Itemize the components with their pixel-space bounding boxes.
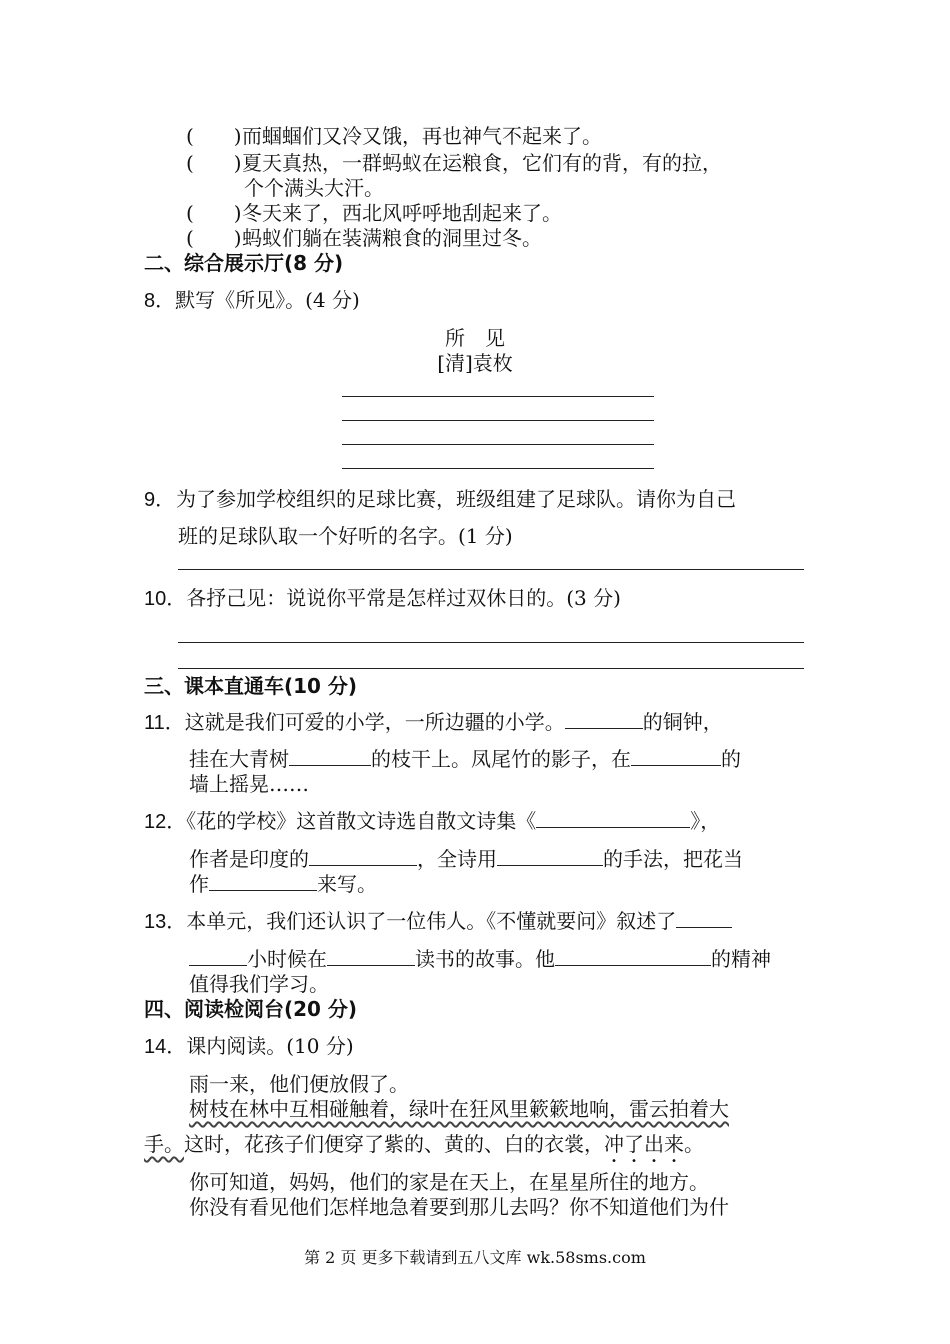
q7-item-4 xyxy=(186,225,542,251)
poem-author: [清]袁枚 xyxy=(437,351,513,375)
question-9 xyxy=(144,486,736,513)
question-8 xyxy=(144,287,360,314)
question-number: 11． xyxy=(144,712,185,734)
question-text: 各抒己见：说说你平常是怎样过双休日的。(3 分) xyxy=(186,586,621,610)
question-number: 13． xyxy=(144,911,187,933)
question-text: 这就是我们可爱的小学，一所边疆的小学。 xyxy=(184,710,565,734)
question-number: 10． xyxy=(144,588,187,610)
page-footer: 第 2 页 更多下载请到五八文库 wk.58sms.com xyxy=(304,1248,646,1267)
fill-blank[interactable] xyxy=(209,872,317,891)
passage-para-2: 树枝在林中互相碰触着，绿叶在狂风里簌簌地响，雷云拍着大 xyxy=(189,1097,729,1121)
question-text: 课内阅读。(10 分) xyxy=(186,1034,354,1058)
poem-title: 所 见 xyxy=(445,326,505,350)
fill-blank[interactable] xyxy=(497,847,603,866)
passage-para-2-cont xyxy=(144,1131,704,1167)
question-12-line2 xyxy=(189,846,743,872)
passage-text: 。 xyxy=(684,1132,704,1156)
fill-blank[interactable] xyxy=(289,747,371,766)
question-13 xyxy=(144,908,732,935)
fill-blank[interactable] xyxy=(631,747,721,766)
q7-item-2-cont: 个个满头大汗。 xyxy=(244,176,384,200)
section-2-title: 二、综合展示厅(8 分) xyxy=(144,251,344,275)
question-text: 默写《所见》。(4 分) xyxy=(175,288,360,312)
passage-underlined: 手。 xyxy=(144,1132,184,1156)
question-text: ，全诗用 xyxy=(417,847,497,871)
question-text: 作者是印度的 xyxy=(189,847,309,871)
q7-item-text: 夏天真热，一群蚂蚁在运粮食，它们有的背，有的拉， xyxy=(242,151,722,175)
q7-item-3 xyxy=(186,200,562,226)
q7-item-2 xyxy=(186,150,722,176)
question-12 xyxy=(144,808,720,835)
question-11-line3: 墙上摇晃…… xyxy=(189,772,309,796)
section-4-title: 四、阅读检阅台(20 分) xyxy=(144,997,358,1021)
answer-line[interactable] xyxy=(342,396,654,397)
question-number: 8． xyxy=(144,290,176,312)
question-14 xyxy=(144,1033,354,1060)
answer-line[interactable] xyxy=(342,468,654,469)
question-10 xyxy=(144,585,621,612)
question-11-line2 xyxy=(189,746,741,772)
question-text: 的 xyxy=(721,747,741,771)
question-11 xyxy=(144,709,723,736)
q7-item-text: 而蝈蝈们又冷又饿，再也神气不起来了。 xyxy=(242,124,602,148)
question-text: 的铜钟， xyxy=(642,710,723,734)
answer-line[interactable] xyxy=(178,642,804,643)
q7-item-1 xyxy=(186,123,602,149)
fill-blank[interactable] xyxy=(309,847,417,866)
question-text: 为了参加学校组织的足球比赛，班级组建了足球队。请你为自己 xyxy=(176,487,736,511)
order-paren[interactable]: ( ) xyxy=(186,151,242,175)
order-paren[interactable]: ( ) xyxy=(186,226,242,250)
fill-blank[interactable] xyxy=(555,947,711,966)
question-9-cont: 班的足球队取一个好听的名字。(1 分) xyxy=(178,524,513,548)
fill-blank[interactable] xyxy=(565,710,643,729)
question-text: 作 xyxy=(189,872,209,896)
question-13-line3: 值得我们学习。 xyxy=(189,972,329,996)
fill-blank[interactable] xyxy=(189,947,247,966)
question-13-line2 xyxy=(189,946,771,972)
question-text: 来写。 xyxy=(317,872,377,896)
fill-blank[interactable] xyxy=(536,809,690,828)
passage-emphasis: 冲了出来 xyxy=(604,1132,684,1156)
question-text: 的精神 xyxy=(711,947,771,971)
passage-para-4: 你没有看见他们怎样地急着要到那儿去吗？你不知道他们为什 xyxy=(189,1195,729,1219)
passage-para-1: 雨一来，他们便放假了。 xyxy=(189,1072,409,1096)
question-text: 的手法，把花当 xyxy=(603,847,743,871)
answer-line[interactable] xyxy=(342,420,654,421)
question-number: 14． xyxy=(144,1036,187,1058)
passage-para-3: 你可知道，妈妈，他们的家是在天上，在星星所住的地方。 xyxy=(189,1170,709,1194)
question-text: 读书的故事。他 xyxy=(415,947,555,971)
q7-item-text: 蚂蚁们躺在装满粮食的洞里过冬。 xyxy=(242,226,542,250)
answer-line[interactable] xyxy=(178,668,804,669)
section-3-title: 三、课本直通车(10 分) xyxy=(144,674,358,698)
question-number: 12． xyxy=(144,811,187,833)
q7-item-text: 冬天来了，西北风呼呼地刮起来了。 xyxy=(242,201,562,225)
question-text: 的枝干上。凤尾竹的影子，在 xyxy=(371,747,631,771)
answer-line[interactable] xyxy=(178,569,804,570)
question-number: 9． xyxy=(144,489,176,511)
order-paren[interactable]: ( ) xyxy=(186,201,242,225)
question-text: 挂在大青树 xyxy=(189,747,289,771)
question-12-line3 xyxy=(189,871,377,897)
answer-line[interactable] xyxy=(342,444,654,445)
question-text: 小时候在 xyxy=(247,947,327,971)
order-paren[interactable]: ( ) xyxy=(186,124,242,148)
question-text: 》， xyxy=(690,809,721,833)
fill-blank[interactable] xyxy=(676,909,732,928)
fill-blank[interactable] xyxy=(327,947,415,966)
question-text: 本单元，我们还认识了一位伟人。《不懂就要问》叙述了 xyxy=(186,909,677,933)
passage-text: 这时，花孩子们便穿了紫的、黄的、白的衣裳， xyxy=(184,1132,604,1156)
question-text: 《花的学校》这首散文诗选自散文诗集《 xyxy=(186,809,537,833)
